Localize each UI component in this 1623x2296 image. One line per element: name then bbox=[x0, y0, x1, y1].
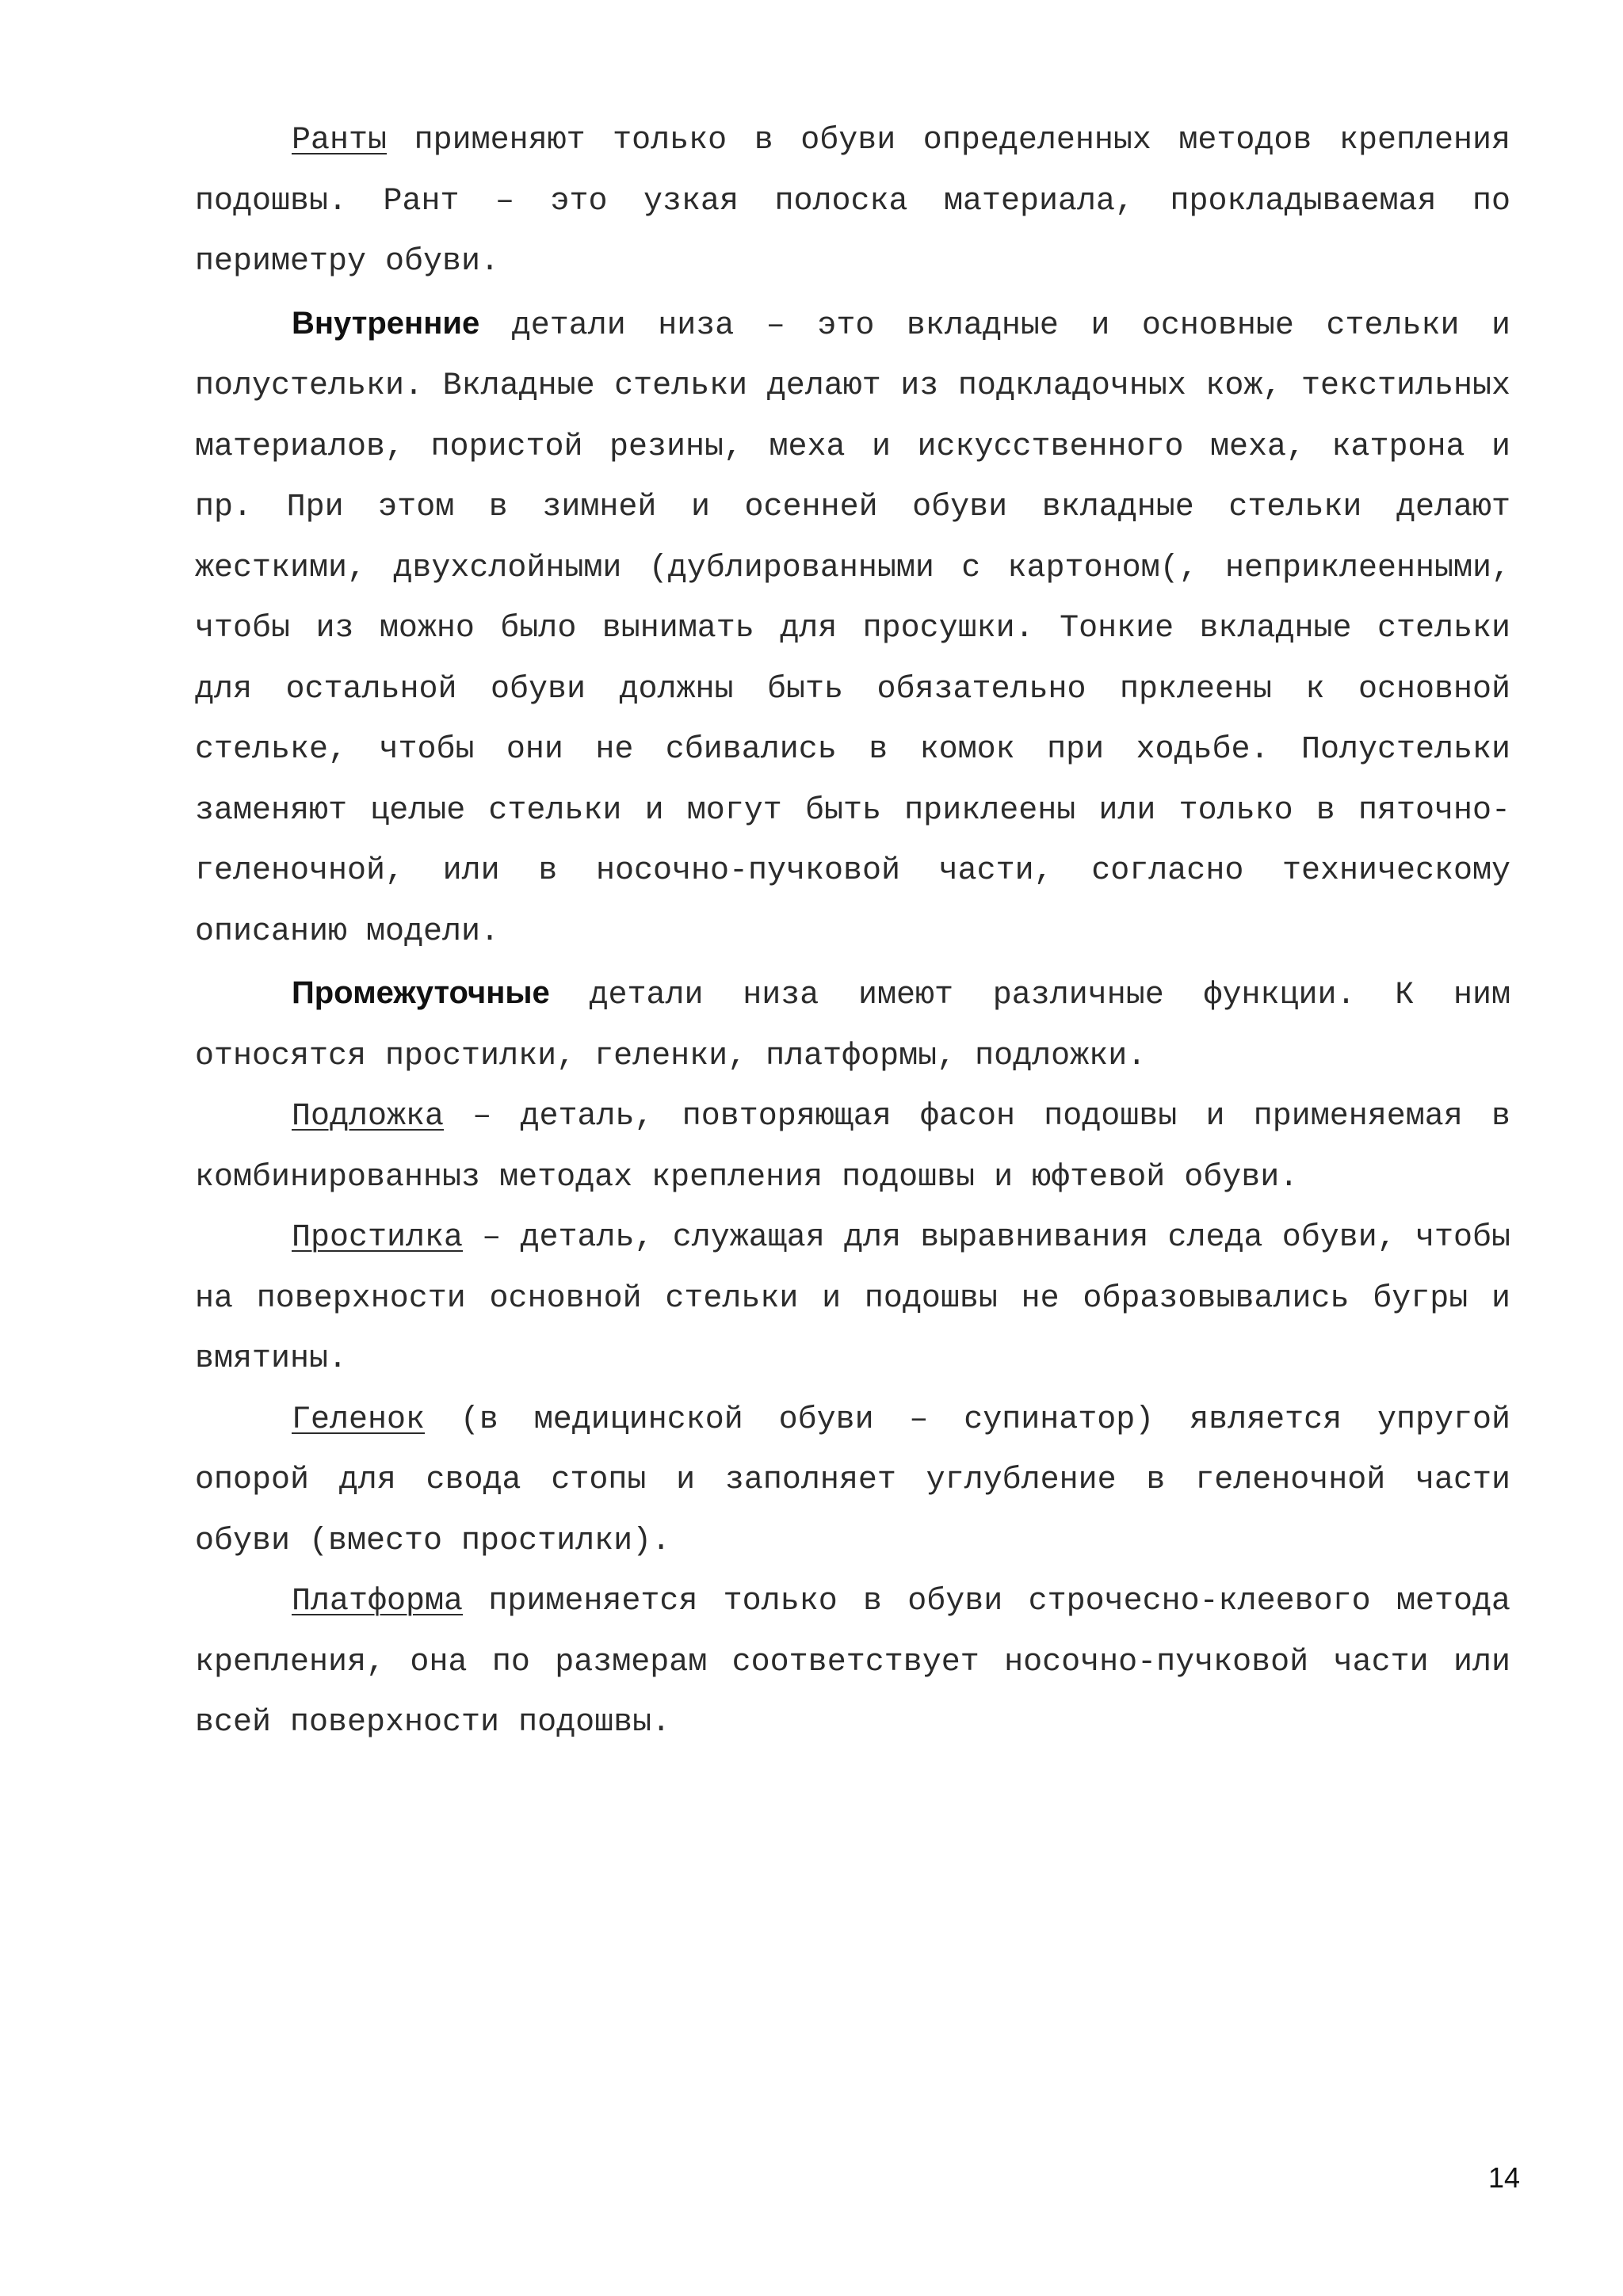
paragraph-text: (в медицинской обуви – супинатор) является упругой опорой для свода стопы и заполняет углубление в геленочной части обуви (вместо простилки). bbox=[195, 1402, 1510, 1559]
paragraph-text: – деталь, служащая для выравнивания следа обуви, чтобы на поверхности основной стельки и подошвы не образовывались бугры и вмятины. bbox=[195, 1220, 1510, 1377]
paragraph-podlozhka bbox=[195, 1087, 1510, 1208]
paragraph-text: детали низа имеют различные функции. К ним относятся простилки, геленки, платформы, подложки. bbox=[195, 978, 1510, 1074]
paragraph-text: – деталь, повторяющая фасон подошвы и применяемая в комбинированныз методах крепления подошвы и юфтевой обуви. bbox=[195, 1099, 1510, 1196]
term-prostilka: Простилка bbox=[292, 1220, 464, 1256]
term-gelenok: Геленок bbox=[292, 1402, 426, 1438]
term-ranty: Ранты bbox=[292, 123, 388, 158]
term-vnutrennie: Внутренние bbox=[292, 305, 480, 341]
paragraph-gelenok bbox=[195, 1390, 1510, 1573]
paragraph-text: применяется только в обуви строчесно-клеевого метода крепления, она по размерам соответствует носочно-пучковой части или всей поверхности подошвы. bbox=[195, 1584, 1510, 1741]
paragraph-vnutrennie bbox=[195, 293, 1510, 963]
paragraph-prostilka bbox=[195, 1208, 1510, 1390]
term-podlozhka: Подложка bbox=[292, 1099, 445, 1135]
term-platforma: Платформа bbox=[292, 1584, 464, 1619]
paragraph-ranty bbox=[195, 111, 1510, 293]
term-promezhutochnye: Промежуточные bbox=[292, 975, 550, 1010]
paragraph-promezhutochnye bbox=[195, 963, 1510, 1087]
paragraph-text: применяют только в обуви определенных методов крепления подошвы. Рант – это узкая полоска материала, прокладываемая по периметру обуви. bbox=[195, 123, 1510, 280]
page-number: 14 bbox=[1487, 2161, 1520, 2194]
paragraph-platforma bbox=[195, 1572, 1510, 1754]
page-body bbox=[195, 111, 1510, 1754]
paragraph-text: детали низа – это вкладные и основные стельки и полустельки. Вкладные стельки делают из подкладочных кож, текстильных материалов, пористой резины, меха и искусственного меха, катрона и пр. При этом в зимней и осенней обуви вкладные стельки делают жесткими, двухслойными (дублированными с картоном(, неприклеенными, чтобы из можно было вынимать для просушки. Тонкие вкладные стельки для остальной обуви должны быть обязательно прклеены к основной стельке, чтобы они не сбивались в комок при ходьбе. Полустельки заменяют целые стельки и могут быть приклеены или только в пяточно-геленочной, или в носочно-пучковой части, согласно техническому описанию модели. bbox=[195, 307, 1510, 950]
